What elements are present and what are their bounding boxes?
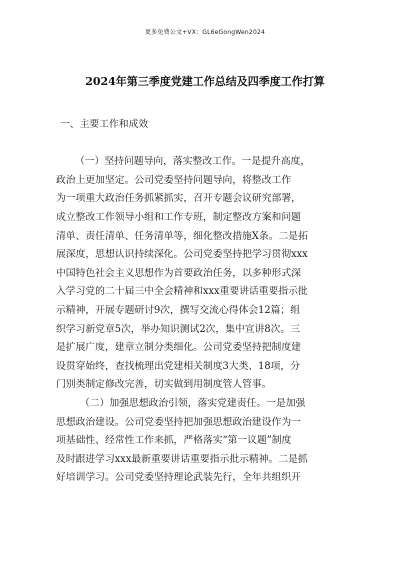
- paragraph-line: 示精神，开展专题研讨9次，撰写交流心得体会12篇；组: [56, 304, 301, 316]
- paragraph-line: 门别类制定修改完善，切实做到用制度管人管事。: [56, 379, 272, 391]
- paragraph-line: 中国特色社会主义思想作为首要政治任务，以多种形式深: [56, 267, 301, 279]
- paragraph-line: 为一项重大政治任务抓紧抓实，召开专题会议研究部署，: [56, 193, 301, 205]
- paragraph-line: （二）加强思想政治引领，落实党建责任。一是加强: [80, 397, 306, 409]
- document-body: [56, 116, 356, 488]
- section-heading: 一、主要工作和成效: [60, 119, 149, 130]
- paragraph-line: 织学习新党章5次，举办知识测试2次，集中宣讲8次。三: [56, 323, 301, 335]
- paragraph-line: 项基础性、经常性工作来抓，严格落实“第一议题”制度: [56, 435, 292, 447]
- paragraph-line: 设贯穿始终，查找梳理出党建相关制度3大类、18项，分: [56, 360, 301, 372]
- header-note: 更多免费公文+VX：GL6eGongWen2024: [144, 29, 266, 36]
- paragraph-line: 清单、责任清单、任务清单等，细化整改措施X条。二是拓: [56, 230, 308, 242]
- paragraph-line: 及时跟进学习xxx最新重要讲话重要指示批示精神。二是抓: [56, 453, 308, 465]
- paragraph-line: 展深度，思想认识持续深化。公司党委坚持把学习贯彻xxx: [56, 249, 308, 261]
- paragraph-line: 成立整改工作领导小组和工作专班，制定整改方案和问题: [56, 211, 301, 223]
- paragraph-line: 思想政治建设。公司党委坚持把加强思想政治建设作为一: [56, 416, 301, 428]
- paragraph-spacer: [56, 135, 356, 154]
- paragraph-line: 好培训学习。公司党委坚持理论武装先行，全年共组织开: [56, 472, 301, 484]
- paragraph-line: （一）坚持问题导向，落实整改工作。一是提升高度，: [75, 156, 311, 168]
- paragraph-line: 是扩展广度，建章立制分类细化。公司党委坚持把制度建: [56, 342, 301, 354]
- paragraph-line: 入学习党的二十届三中全会精神和xxx重要讲话重要指示批: [56, 286, 308, 298]
- document-title: 2024年第三季度党建工作总结及四季度工作打算: [85, 75, 325, 88]
- paragraph-line: 政治上更加坚定。公司党委坚持问题导向，将整改工作: [56, 174, 292, 186]
